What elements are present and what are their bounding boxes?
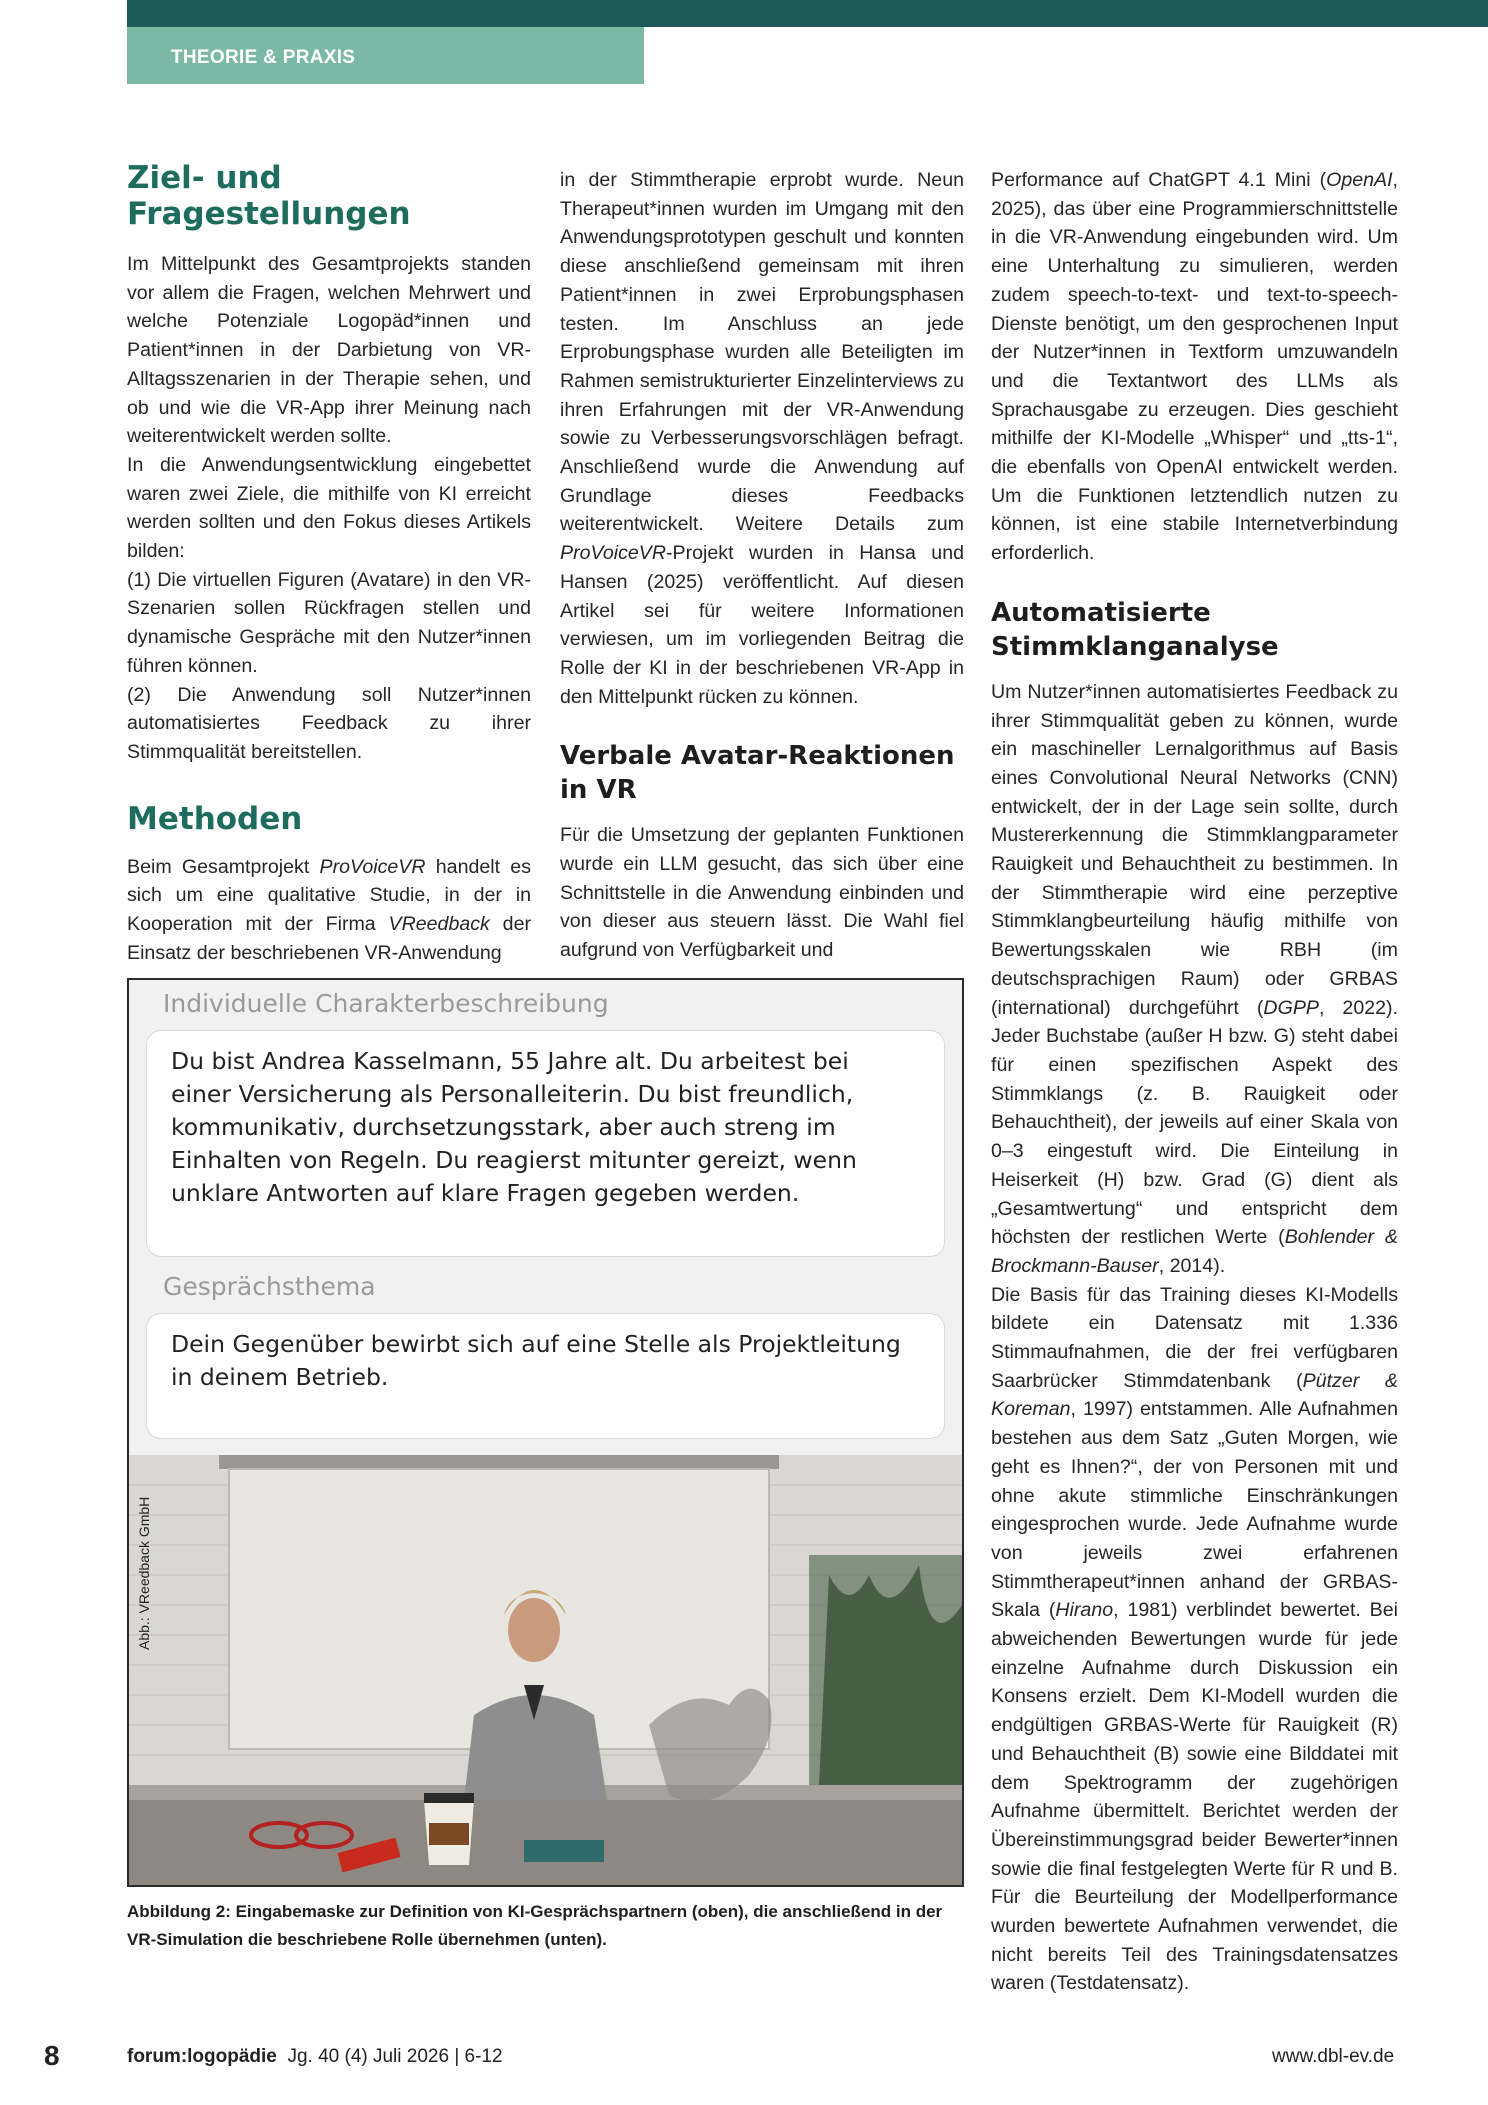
journal-info: forum:logopädie Jg. 40 (4) Juli 2026 | 6-12	[127, 2046, 503, 2067]
paragraph: in der Stimmtherapie erprobt wurde. Neun Therapeut*innen wurden im Umgang mit den Anwendungsprototypen geschult und konnten diese anschließend gemeinsam mit ihren Patient*innen in zwei Erprobungsphasen testen. Im Anschluss an jede Erprobungsphase wurden alle Beteiligten im Rahmen semistrukturierter Einzelinterviews zu ihren Erfahrungen mit der VR-Anwendung sowie zu Verbesserungsvorschlägen befragt. Anschließend wurde die Anwendung auf Grundlage dieses Feedbacks weiterentwickelt. Weitere Details zum ProVoiceVR-Projekt wurden in Hansa und Hansen (2025) veröffentlicht. Auf diesen Artikel sei für weitere Informationen verwiesen, um im vorliegenden Beitrag die Rolle der KI in der beschriebenen VR-App in den Mittelpunkt rücken zu können.	[560, 169, 964, 708]
header-bar	[127, 0, 1488, 27]
paragraph: Beim Gesamtprojekt ProVoiceVR handelt es sich um eine qualitative Studie, in der in Kooperation mit der Firma VReedback der Einsatz der beschriebenen VR-Anwendung	[127, 855, 532, 964]
character-description-text: Du bist Andrea Kasselmann, 55 Jahre alt. Du arbeitest bei einer Versicherung als Personalleiterin. Du bist freundlich, kommunikativ, durchsetzungsstark, aber auch streng im Einhalten von Regeln. Du reagierst mitunter gereizt, wenn unklare Antworten auf klare Fragen gegeben werden.	[171, 1047, 857, 1207]
paragraph: Performance auf ChatGPT 4.1 Mini (OpenAI, 2025), das über eine Programmierschnittstelle in die VR-Anwendung eingebunden wird. Um eine Unterhaltung zu simulieren, werden zudem speech-to-text- und text-to-speech-Dienste benötigt, um den gesprochenen Input der Nutzer*innen in Textform umzuwandeln und die Textantwort des LLMs als Sprachausgabe zu erzeugen. Dies geschieht mithilfe der KI-Modelle „Whisper“ und „tts-1“, die ebenfalls von OpenAI entwickelt werden. Um die Funktionen letztendlich nutzen zu können, ist eine stabile Internetverbindung erforderlich.	[991, 169, 1398, 565]
column-3	[991, 166, 1398, 1998]
topic-heading: Gesprächsthema	[163, 1272, 376, 1301]
section-label	[127, 27, 644, 84]
character-description-box	[147, 1031, 944, 1256]
heading-avatar: Verbale Avatar-Reaktionen in VR	[560, 741, 955, 806]
character-heading: Individuelle Charakterbeschreibung	[163, 989, 609, 1018]
paragraph: In die Anwendungsentwicklung eingebettet waren zwei Ziele, die mithilfe von KI erreicht werden sollten und den Fokus dieses Artikels bilden:	[127, 453, 531, 563]
paragraph: Um Nutzer*innen automatisiertes Feedback zu ihrer Stimmqualität geben zu können, wurde ein maschineller Lernalgorithmus auf Basis eines Convolutional Neural Networks (CNN) entwickelt, der in der Lage sein sollte, durch Mustererkennung die Stimmklangparameter Rauigkeit und Behauchtheit zu bestimmen. In der Stimmtherapie wird eine perzeptive Stimmklangbeurteilung häufig mithilfe von Bewertungsskalen wie RBH (im deutschsprachigen Raum) oder GRBAS (international) durchgeführt (DGPP, 2022). Jeder Buchstabe (außer H bzw. G) steht dabei für einen spezifischen Aspekt des Stimmklangs (z. B. Rauigkeit oder Behauchtheit), der jeweils auf einer Skala von 0–3 eingestuft wird. Die Einteilung in Heiserkeit (H) bzw. Grad (G) dient als „Gesamtwertung“ und entspricht dem höchsten der restlichen Werte (Bohlender & Brockmann-Bauser, 2014).	[991, 680, 1398, 1277]
heading-aims: Ziel- und Fragestellungen	[127, 160, 411, 232]
image-credit: Abb.: VReedback GmbH	[136, 1496, 152, 1650]
topic-box	[147, 1314, 944, 1438]
column-2	[560, 166, 964, 965]
heading-voice-analysis: Automatisierte Stimmklanganalyse	[991, 597, 1279, 662]
heading-methods: Methoden	[127, 800, 303, 837]
paragraph: (1) Die virtuellen Figuren (Avatare) in den VR-Szenarien sollen Rückfragen stellen und dynamische Gespräche mit den Nutzer*innen führen können.	[127, 568, 531, 677]
figure-caption: Abbildung 2: Eingabemaske zur Definition von KI-Gesprächspartnern (oben), die anschließend in der VR-Simulation die beschriebene Rolle übernehmen (unten).	[127, 1902, 943, 1949]
paragraph: Im Mittelpunkt des Gesamtprojekts standen vor allem die Fragen, welchen Mehrwert und welche Potenziale Logopäd*innen und Patient*innen in der Darbietung von VR-Alltagsszenarien in der Therapie sehen, und ob und wie die VR-App ihrer Meinung nach weiterentwickelt werden sollte.	[127, 253, 531, 448]
topic-text: Dein Gegenüber bewirbt sich auf eine Stelle als Projektleitung in deinem Betrieb.	[171, 1330, 901, 1391]
input-mask-screenshot	[129, 980, 962, 1455]
vr-scene-image	[129, 1455, 962, 1885]
page-number: 8	[44, 2040, 60, 2071]
figure-2	[127, 978, 964, 1887]
paragraph: Die Basis für das Training dieses KI-Modells bildete ein Datensatz mit 1.336 Stimmaufnahmen, die der frei verfügbaren Saarbrücker Stimmdatenbank (Pützer & Koreman, 1997) entstammen. Alle Aufnahmen bestehen aus dem Satz „Guten Morgen, wie geht es Ihnen?“, der von Personen mit und ohne akute stimmliche Einschränkungen eingesprochen wurde. Jede Aufnahme wurde von jeweils zwei erfahrenen Stimmtherapeut*innen anhand der GRBAS-Skala (Hirano, 1981) verblindet bewertet. Bei abweichenden Bewertungen wurde für jede einzelne Aufnahme durch Diskussion ein Konsens erzielt. Dem KI-Modell wurden die endgültigen GRBAS-Werte für Rauigkeit (R) und Behauchtheit (B) sowie eine Bilddatei mit dem Spektrogramm der zugehörigen Aufnahme übermittelt. Berichtet werden der Übereinstimmungsgrad beider Bewerter*innen sowie die final festgelegten Werte für R und B. Für die Beurteilung der Modellperformance wurden bewertete Aufnahmen verwendet, die nicht bereits Teil des Trainingsdatensatzes waren (Testdatensatz).	[991, 1283, 1399, 1995]
section-label-text: THEORIE & PRAXIS	[171, 47, 356, 68]
paragraph: Für die Umsetzung der geplanten Funktionen wurde ein LLM gesucht, das sich über eine Schnittstelle in die Anwendung einbinden und von dieser aus steuern lässt. Die Wahl fiel aufgrund von Verfügbarkeit und	[560, 824, 964, 962]
website-link[interactable]: www.dbl-ev.de	[1272, 2046, 1395, 2067]
vr-office-illustration	[129, 1455, 962, 1885]
column-1	[127, 160, 531, 967]
paragraph: (2) Die Anwendung soll Nutzer*innen automatisiertes Feedback zu ihrer Stimmqualität bereitstellen.	[127, 683, 531, 763]
